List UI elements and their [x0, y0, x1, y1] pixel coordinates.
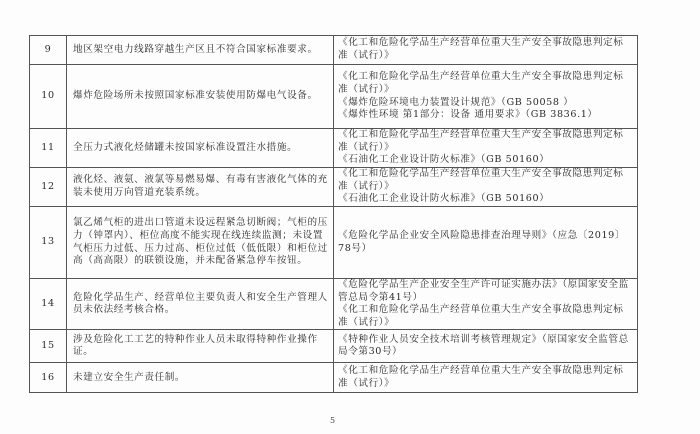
hazard-description: 涉及危险化工工艺的特种作业人员未取得特种作业操作证。 — [67, 330, 334, 363]
table-row — [30, 279, 638, 330]
table-row — [30, 65, 638, 129]
basis-reference: 《石油化工企业设计防火标准》（GB 50160） — [338, 193, 550, 205]
basis-reference: 《爆炸性环境 第1部分：设备 通用要求》（GB 3836.1） — [338, 109, 598, 121]
row-number: 13 — [30, 207, 67, 279]
row-number: 12 — [30, 168, 67, 207]
row-number: 9 — [30, 36, 67, 65]
legal-basis — [334, 207, 638, 279]
table-row — [30, 36, 638, 65]
basis-reference: 《石油化工企业设计防火标准》（GB 50160） — [338, 154, 550, 166]
hazard-description: 液化烃、液氨、液氯等易燃易爆、有毒有害液化气体的充装未使用万向管道充装系统。 — [67, 168, 334, 207]
row-number: 14 — [30, 279, 67, 330]
hazard-description: 全压力式液化烃储罐未按国家标准设置注水措施。 — [67, 129, 334, 168]
basis-reference: 《化工和危险化学品生产经营单位重大生产安全事故隐患判定标准（试行）》 — [338, 129, 624, 153]
basis-reference: 《化工和危险化学品生产经营单位重大生产安全事故隐患判定标准（试行）》 — [338, 168, 624, 192]
hazard-description: 地区架空电力线路穿越生产区且不符合国家标准要求。 — [67, 36, 334, 65]
legal-basis — [334, 279, 638, 330]
basis-reference: 《特种作业人员安全技术培训考核管理规定》（原国家安全监管总局令第30号） — [338, 333, 629, 358]
basis-reference: 《爆炸危险环境电力装置设计规范》（GB 50058 ） — [338, 96, 574, 108]
legal-basis — [334, 65, 638, 129]
table-row — [30, 330, 638, 363]
table-row — [30, 363, 638, 393]
table-row — [30, 207, 638, 279]
table-row — [30, 168, 638, 207]
basis-reference: 《危险化学品生产企业安全生产许可证实施办法》（原国家安全监管总局令第41号） — [338, 279, 629, 303]
row-number: 11 — [30, 129, 67, 168]
row-number: 16 — [30, 363, 67, 393]
hazard-description: 未建立安全生产责任制。 — [67, 363, 334, 393]
basis-reference: 《化工和危险化学品生产经营单位重大生产安全事故隐患判定标准（试行）》 — [338, 71, 624, 95]
basis-reference: 《化工和危险化学品生产经营单位重大生产安全事故隐患判定标准（试行）》 — [338, 37, 624, 61]
legal-basis — [334, 330, 638, 363]
page-number: 5 — [330, 416, 336, 425]
legal-basis — [334, 168, 638, 207]
hazard-description: 爆炸危险场所未按照国家标准安装使用防爆电气设备。 — [67, 65, 334, 129]
hazard-table — [29, 35, 638, 393]
table-row — [30, 129, 638, 168]
row-number: 10 — [30, 65, 67, 129]
hazard-description: 危险化学品生产、经营单位主要负责人和安全生产管理人员未依法经考核合格。 — [67, 279, 334, 330]
basis-reference: 《危险化学品企业安全风险隐患排查治理导则》（应急〔2019〕78号） — [338, 229, 626, 254]
basis-reference: 《化工和危险化学品生产经营单位重大生产安全事故隐患判定标准（试行）》 — [338, 304, 624, 328]
basis-reference: 《化工和危险化学品生产经营单位重大生产安全事故隐患判定标准（试行）》 — [338, 365, 624, 389]
legal-basis — [334, 129, 638, 168]
legal-basis — [334, 36, 638, 65]
row-number: 15 — [30, 330, 67, 363]
hazard-description: 氯乙烯气柜的进出口管道未设远程紧急切断阀；气柜的压力（钟罩内）、柜位高度不能实现在线连续监测；未设置气柜压力过低、压力过高、柜位过低（低低限）和柜位过高（高高限）的联锁设施，并未配备紧急停车按钮。 — [67, 207, 334, 279]
legal-basis — [334, 363, 638, 393]
